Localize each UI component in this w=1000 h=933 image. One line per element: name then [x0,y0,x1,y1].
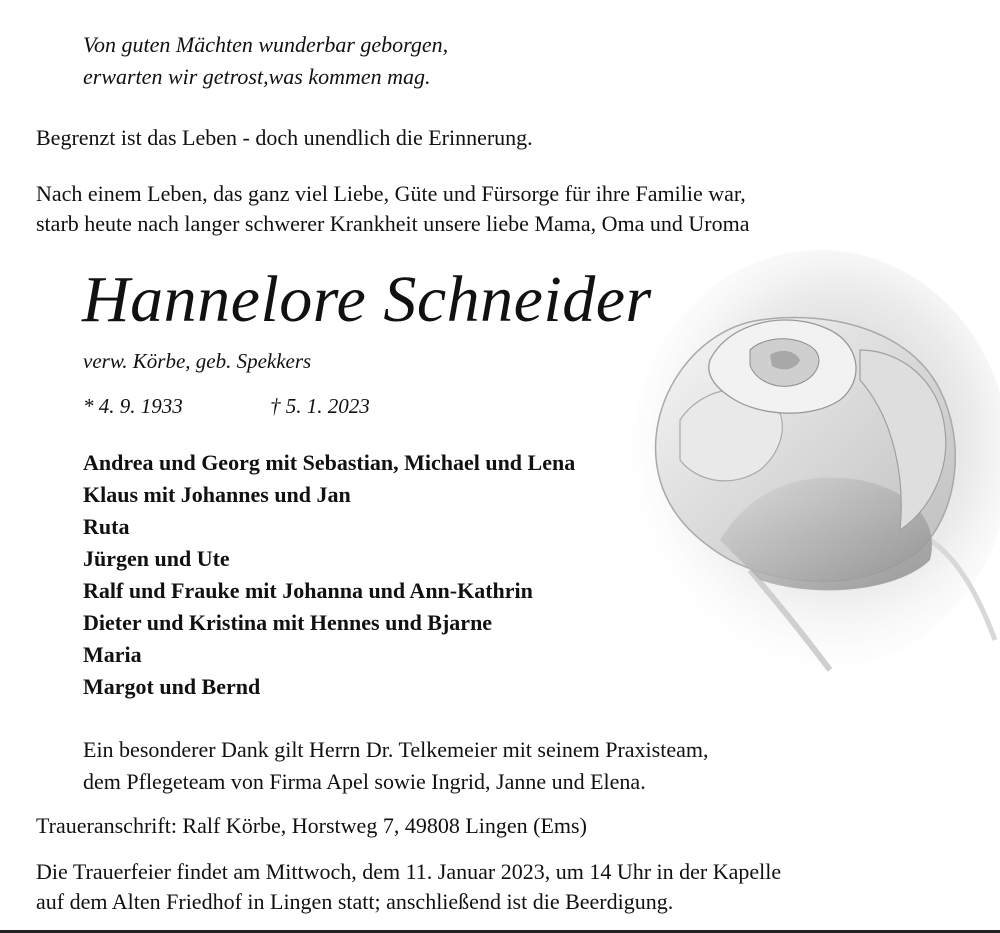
mourner-line: Maria [83,642,142,667]
intro-line-2: starb heute nach langer schwerer Krankheit unsere liebe Mama, Oma und Uroma [36,211,750,236]
quote-line-1: Von guten Mächten wunderbar geborgen, [83,32,449,57]
ceremony-line-1: Die Trauerfeier findet am Mittwoch, dem 11. Januar 2023, um 14 Uhr in der Kapelle [36,859,782,884]
quote-line-2: erwarten wir getrost,was kommen mag. [83,64,431,89]
death-date: † 5. 1. 2023 [270,394,370,418]
mourner-line: Ralf und Frauke mit Johanna und Ann-Kathrin [83,578,533,603]
mourner-line: Jürgen und Ute [83,546,230,571]
thanks-line-2: dem Pflegeteam von Firma Apel sowie Ingrid, Janne und Elena. [83,769,646,794]
birth-date: * 4. 9. 1933 [83,394,183,418]
ceremony-line-2: auf dem Alten Friedhof in Lingen statt; anschließend ist die Beerdigung. [36,889,674,914]
deceased-names-detail: verw. Körbe, geb. Spekkers [83,349,312,373]
rose-image [600,240,1000,680]
mourner-line: Andrea und Georg mit Sebastian, Michael und Lena [83,450,576,475]
mourner-line: Dieter und Kristina mit Hennes und Bjarne [83,610,493,635]
mourner-line: Ruta [83,514,130,539]
mourning-address: Traueranschrift: Ralf Körbe, Horstweg 7, 49808 Lingen (Ems) [36,813,587,838]
thanks-line-1: Ein besonderer Dank gilt Herrn Dr. Telkemeier mit seinem Praxisteam, [83,737,709,762]
mourner-line: Klaus mit Johannes und Jan [83,482,351,507]
intro-line-1: Nach einem Leben, das ganz viel Liebe, Güte und Fürsorge für ihre Familie war, [36,181,746,206]
mourner-line: Margot und Bernd [83,674,261,699]
deceased-name: Hannelore Schneider [82,263,652,336]
motto: Begrenzt ist das Leben - doch unendlich die Erinnerung. [36,125,533,150]
